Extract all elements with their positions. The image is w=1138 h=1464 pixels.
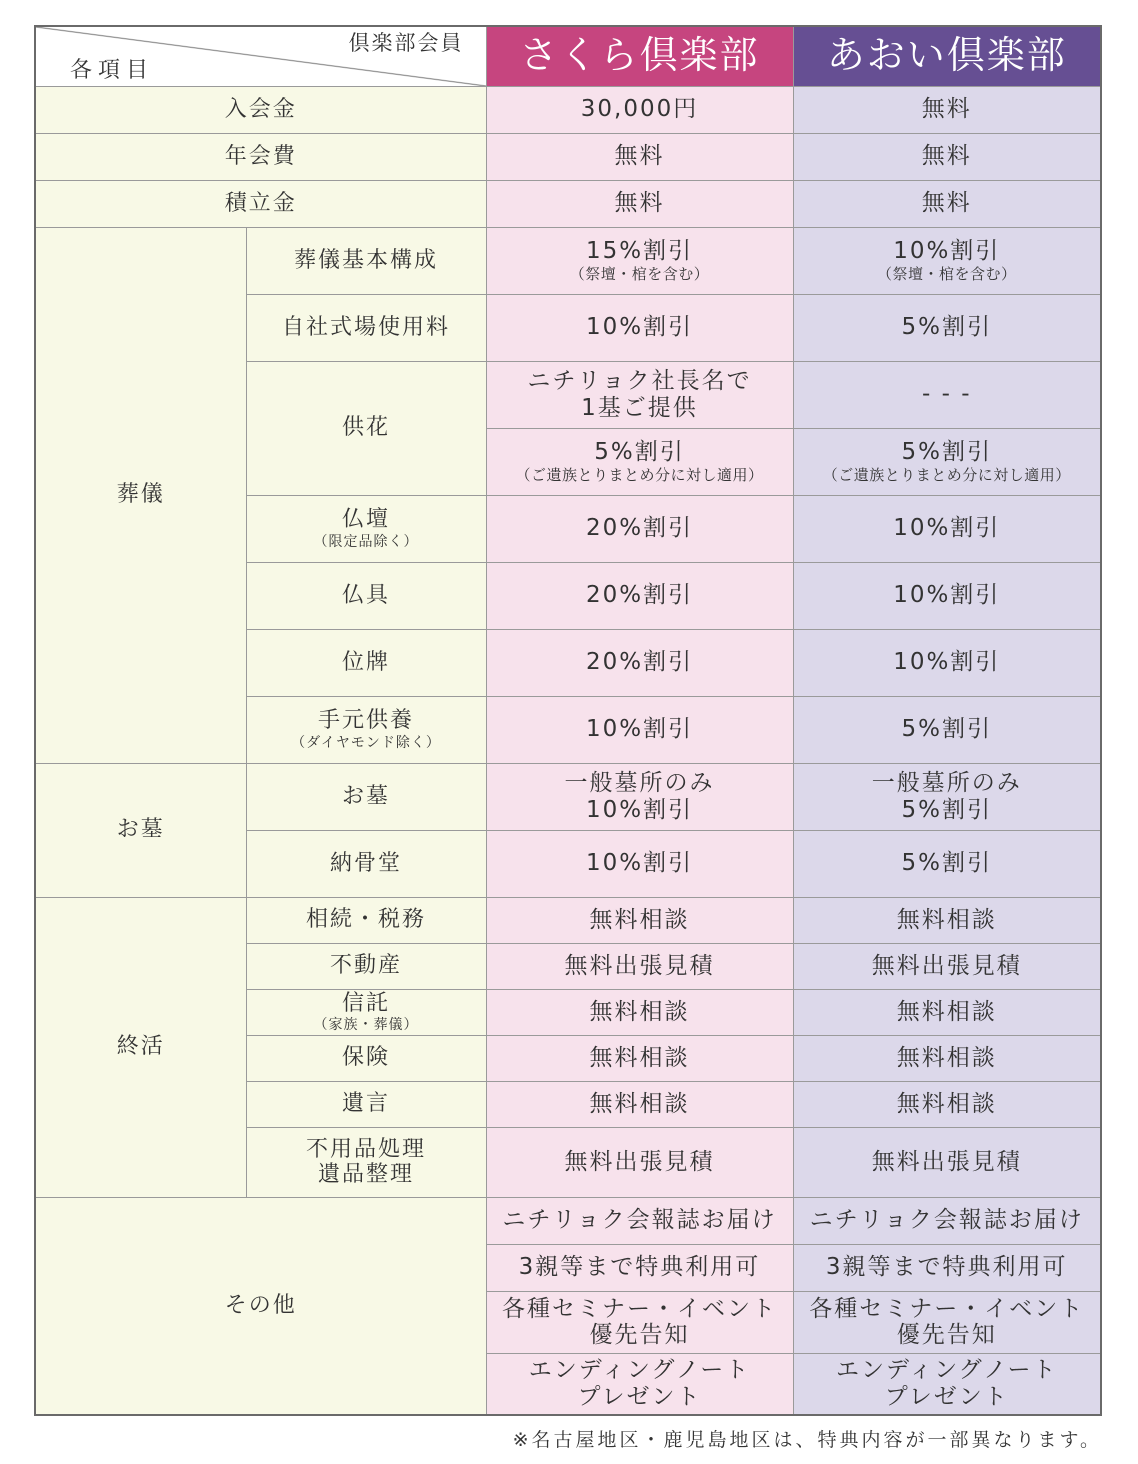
sakura-trust: 無料相談 <box>486 989 793 1035</box>
table-row <box>35 227 1101 294</box>
table-row <box>35 763 1101 830</box>
altar-label-note: （限定品除く） <box>313 534 419 551</box>
aoi-ending-note-line1: エンディングノート <box>835 1357 1058 1384</box>
sakura-ossuary: 10%割引 <box>486 830 793 897</box>
sakura-will: 無料相談 <box>486 1081 793 1127</box>
sakura-memorial: 10%割引 <box>486 696 793 763</box>
aoi-club-header: あおい倶楽部 <box>793 26 1101 86</box>
trust-label: 信託 <box>341 991 390 1017</box>
aoi-tomb-line1: 一般墓所のみ <box>871 770 1022 797</box>
benefits-comparison-table <box>34 25 1102 1416</box>
aoi-ending-note <box>793 1353 1101 1415</box>
aoi-flowers-provision: - - - <box>793 361 1101 428</box>
row-label-tomb: お墓 <box>246 763 486 830</box>
aoi-seminar-line2: 優先告知 <box>896 1322 997 1348</box>
sakura-funeral-basic <box>486 227 793 294</box>
aoi-family-benefit: 3親等まで特典利用可 <box>793 1244 1101 1291</box>
aoi-altar: 10%割引 <box>793 495 1101 562</box>
row-label-entry-fee: 入会金 <box>35 86 486 133</box>
sakura-tomb-line1: 一般墓所のみ <box>564 770 715 797</box>
aoi-annual-fee: 無料 <box>793 133 1101 180</box>
table-row <box>35 1197 1101 1244</box>
sakura-seminar <box>486 1291 793 1353</box>
aoi-disposal: 無料出張見積 <box>793 1127 1101 1197</box>
aoi-inheritance: 無料相談 <box>793 897 1101 943</box>
sakura-hall: 10%割引 <box>486 294 793 361</box>
sakura-tablet: 20%割引 <box>486 629 793 696</box>
members-label: 倶楽部会員 <box>348 31 464 55</box>
category-shukatsu: 終活 <box>35 897 246 1197</box>
sakura-flowers-discount <box>486 428 793 495</box>
sakura-disposal: 無料出張見積 <box>486 1127 793 1197</box>
sakura-utensils: 20%割引 <box>486 562 793 629</box>
sakura-realestate: 無料出張見積 <box>486 943 793 989</box>
sakura-ending-note <box>486 1353 793 1415</box>
trust-label-note: （家族・葬儀） <box>313 1016 419 1033</box>
sakura-ending-note-line2: プレゼント <box>577 1383 702 1410</box>
row-label-funeral-basic: 葬儀基本構成 <box>246 227 486 294</box>
sakura-seminar-line2: 優先告知 <box>589 1322 690 1348</box>
sakura-insurance: 無料相談 <box>486 1035 793 1081</box>
aoi-will: 無料相談 <box>793 1081 1101 1127</box>
aoi-seminar-line1: 各種セミナー・イベント <box>809 1295 1085 1322</box>
table-row <box>35 86 1101 133</box>
row-label-memorial <box>246 696 486 763</box>
aoi-funeral-basic-value: 10%割引 <box>893 237 1001 264</box>
sakura-flowers-provision <box>486 361 793 428</box>
sakura-entry-fee: 30,000円 <box>486 86 793 133</box>
table-row <box>35 897 1101 943</box>
items-label: 各項目 <box>70 58 155 84</box>
aoi-flowers-discount <box>793 428 1101 495</box>
row-label-altar <box>246 495 486 562</box>
aoi-insurance: 無料相談 <box>793 1035 1101 1081</box>
aoi-flowers-discount-value: 5%割引 <box>901 438 992 465</box>
aoi-reserve: 無料 <box>793 180 1101 227</box>
aoi-tablet: 10%割引 <box>793 629 1101 696</box>
sakura-flowers-line2: 1基ご提供 <box>581 394 698 421</box>
category-grave: お墓 <box>35 763 246 897</box>
altar-label: 仏壇 <box>341 506 390 532</box>
row-label-ossuary: 納骨堂 <box>246 830 486 897</box>
aoi-hall: 5%割引 <box>793 294 1101 361</box>
row-label-annual-fee: 年会費 <box>35 133 486 180</box>
sakura-tomb-line2: 10%割引 <box>585 796 694 823</box>
row-label-disposal <box>246 1127 486 1197</box>
aoi-flowers-discount-note: （ご遺族とりまとめ分に対し適用） <box>822 466 1071 485</box>
aoi-funeral-basic <box>793 227 1101 294</box>
aoi-tomb-line2: 5%割引 <box>901 796 992 823</box>
header-row <box>35 26 1101 86</box>
sakura-funeral-basic-note: （祭壇・棺を含む） <box>569 265 710 284</box>
category-funeral: 葬儀 <box>35 227 246 763</box>
sakura-funeral-basic-value: 15%割引 <box>585 237 694 264</box>
sakura-tomb <box>486 763 793 830</box>
row-label-realestate: 不動産 <box>246 943 486 989</box>
memorial-label: 手元供養 <box>317 707 414 733</box>
aoi-trust: 無料相談 <box>793 989 1101 1035</box>
disposal-label-line1: 不用品処理 <box>305 1136 426 1162</box>
sakura-newsletter: ニチリョク会報誌お届け <box>486 1197 793 1244</box>
row-label-utensils: 仏具 <box>246 562 486 629</box>
row-label-tablet: 位牌 <box>246 629 486 696</box>
aoi-utensils: 10%割引 <box>793 562 1101 629</box>
sakura-altar: 20%割引 <box>486 495 793 562</box>
sakura-club-header: さくら倶楽部 <box>486 26 793 86</box>
row-label-reserve: 積立金 <box>35 180 486 227</box>
sakura-ending-note-line1: エンディングノート <box>528 1357 751 1384</box>
sakura-reserve: 無料 <box>486 180 793 227</box>
row-label-will: 遺言 <box>246 1081 486 1127</box>
row-label-inheritance: 相続・税務 <box>246 897 486 943</box>
table-row <box>35 133 1101 180</box>
row-label-insurance: 保険 <box>246 1035 486 1081</box>
aoi-seminar <box>793 1291 1101 1353</box>
sakura-annual-fee: 無料 <box>486 133 793 180</box>
sakura-flowers-line1: ニチリョク社長名で <box>527 368 752 395</box>
sakura-flowers-discount-note: （ご遺族とりまとめ分に対し適用） <box>515 466 764 485</box>
disposal-label-line2: 遺品整理 <box>317 1162 414 1187</box>
aoi-tomb <box>793 763 1101 830</box>
sakura-family-benefit: 3親等まで特典利用可 <box>486 1244 793 1291</box>
memorial-label-note: （ダイヤモンド除く） <box>291 735 441 752</box>
category-other: その他 <box>35 1197 486 1415</box>
aoi-funeral-basic-note: （祭壇・棺を含む） <box>876 265 1017 284</box>
aoi-newsletter: ニチリョク会報誌お届け <box>793 1197 1101 1244</box>
row-label-trust <box>246 989 486 1035</box>
row-label-hall: 自社式場使用料 <box>246 294 486 361</box>
footnote: ※名古屋地区・鹿児島地区は、特典内容が一部異なります。 <box>512 1429 1102 1451</box>
aoi-entry-fee: 無料 <box>793 86 1101 133</box>
aoi-ossuary: 5%割引 <box>793 830 1101 897</box>
aoi-realestate: 無料出張見積 <box>793 943 1101 989</box>
sakura-inheritance: 無料相談 <box>486 897 793 943</box>
aoi-memorial: 5%割引 <box>793 696 1101 763</box>
aoi-ending-note-line2: プレゼント <box>884 1383 1009 1410</box>
row-label-flowers: 供花 <box>246 361 486 495</box>
sakura-seminar-line1: 各種セミナー・イベント <box>502 1295 777 1322</box>
header-corner <box>35 26 486 86</box>
table-row <box>35 180 1101 227</box>
sakura-flowers-discount-value: 5%割引 <box>594 438 685 465</box>
